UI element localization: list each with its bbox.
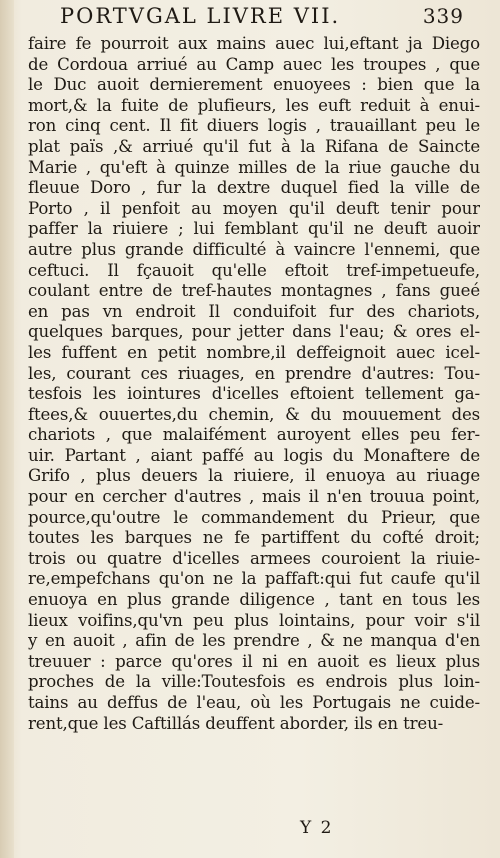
text-line: treuuer : parce qu'ores il ni en auoit es lieux plus	[28, 651, 480, 671]
text-line: Porto , il penfoit au moyen qu'il deuft tenir pour	[28, 198, 480, 218]
running-head: PORTVGAL LIVRE VII.	[60, 4, 341, 28]
text-line: chariots , que malaifément auroyent elles peu fer-	[28, 425, 480, 445]
signature-mark: Y 2	[300, 818, 334, 838]
text-line: enuoya en plus grande diligence , tant en tous les	[28, 590, 480, 610]
text-line: les, courant ces riuages, en prendre d'autres: Tou-	[28, 363, 480, 383]
text-line: y en auoit , afin de les prendre , & ne manqua d'en	[28, 631, 480, 651]
text-line: pource,qu'outre le commandement du Prieur, que	[28, 507, 480, 527]
text-line: tesfois les iointures d'icelles eftoient tellement ga-	[28, 384, 480, 404]
text-line: mort,& la fuite de plufieurs, les euft reduit à enui-	[28, 95, 480, 115]
text-line: ftees,& ouuertes,du chemin, & du mouuement des	[28, 404, 480, 424]
text-line: rent,que les Caftillás deuffent aborder, ils en treu-	[28, 713, 444, 733]
text-line: uir. Partant , aiant paffé au logis du Monaftere de	[28, 445, 480, 465]
text-line: lieux voifins,qu'vn peu plus lointains, pour voir s'il	[28, 610, 480, 630]
text-line: quelques barques, pour jetter dans l'eau; & ores el-	[28, 322, 480, 342]
body-text	[28, 34, 480, 734]
text-line: les fuffent en petit nombre,il deffeignoit auec icel-	[28, 342, 480, 362]
text-line: de Cordoua arriué au Camp auec les troupes , que	[28, 54, 480, 74]
text-line: plat païs ,& arriué qu'il fut à la Rifana de Saincte	[28, 136, 480, 156]
text-line: ron cinq cent. Il fit diuers logis , trauaillant peu le	[28, 116, 480, 136]
text-line: fleuue Doro , fur la dextre duquel fied la ville de	[28, 178, 480, 198]
text-line: re,empefchans qu'on ne la paffaft:qui fut caufe qu'il	[28, 569, 480, 589]
text-line: toutes les barques ne fe partiffent du cofté droit;	[28, 528, 480, 548]
text-line: le Duc auoit dernierement enuoyees : bien que la	[28, 75, 480, 95]
text-line: paffer la riuiere ; lui femblant qu'il ne deuft auoir	[28, 219, 480, 239]
text-line: en pas vn endroit Il conduifoit fur des chariots,	[28, 301, 480, 321]
text-line: tains au deffus de l'eau, où les Portugais ne cuide-	[28, 693, 480, 712]
page-gutter	[0, 0, 14, 858]
text-line: trois ou quatre d'icelles armees couroient la riuie-	[28, 548, 480, 568]
text-line: autre plus grande difficulté à vaincre l'ennemi, que	[28, 239, 480, 259]
page-header	[22, 2, 494, 32]
text-line: faire fe pourroit aux mains auec lui,eftant ja Diego	[28, 34, 480, 53]
text-line: proches de la ville:Toutesfois es endrois plus loin-	[28, 672, 480, 692]
text-line: pour en cercher d'autres , mais il n'en trouua point,	[28, 487, 480, 507]
text-line: Marie , qu'eft à quinze milles de la riue gauche du	[28, 157, 480, 177]
text-line: coulant entre de tref-hautes montagnes , fans gueé	[28, 281, 480, 301]
page-number: 339	[422, 4, 464, 28]
text-line: Grifo , plus deuers la riuiere, il enuoya au riuage	[28, 466, 480, 486]
text-line: ceftuci. Il fçauoit qu'elle eftoit tref-impetueufe,	[28, 260, 480, 280]
